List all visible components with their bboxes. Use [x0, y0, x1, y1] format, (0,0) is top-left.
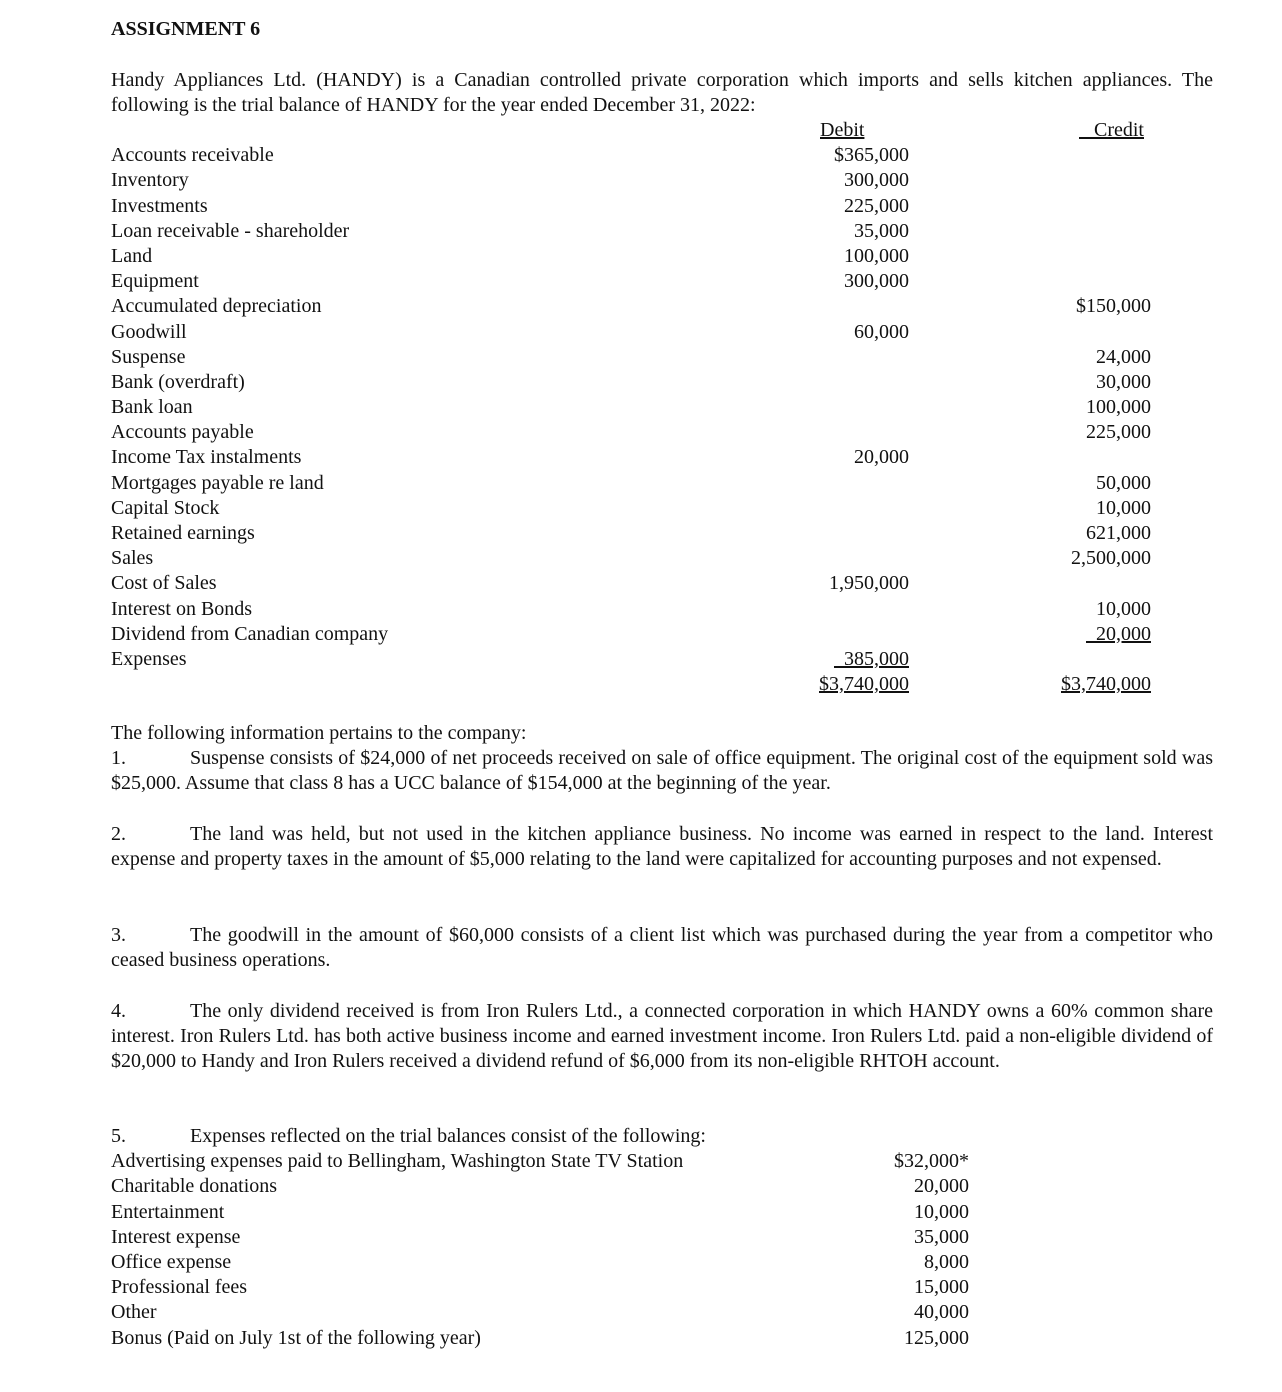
credit-amount: 20,000 [1096, 622, 1151, 645]
account-label: Capital Stock [111, 496, 220, 519]
debit-amount: 60,000 [854, 320, 909, 343]
expense-row [111, 1275, 971, 1300]
account-label: Income Tax instalments [111, 446, 302, 469]
debit-amount: $365,000 [834, 144, 909, 167]
trial-balance-row [111, 622, 1171, 647]
note-3: 3. The goodwill in the amount of $60,000 consists of a client list which was purchased during the year from a competitor who ceased business operations. [111, 924, 1213, 972]
credit-amount: 621,000 [1086, 522, 1151, 544]
expense-row [111, 1149, 971, 1174]
trial-balance-row [111, 320, 1171, 345]
account-label: Inventory [111, 169, 189, 192]
trial-balance-row [111, 597, 1171, 622]
trial-balance-row [111, 168, 1171, 193]
expense-label: Other [111, 1301, 157, 1324]
account-label: Investments [111, 194, 208, 217]
expense-amount: 35,000 [914, 1225, 969, 1248]
trial-balance-row [111, 143, 1171, 168]
debit-amount: 300,000 [844, 169, 909, 192]
account-label: Retained earnings [111, 522, 255, 544]
credit-amount: 50,000 [1096, 471, 1151, 494]
trial-balance-row [111, 294, 1171, 319]
account-label: Mortgages payable re land [111, 471, 324, 494]
expense-amount: 20,000 [914, 1175, 969, 1198]
expense-amount: 15,000 [914, 1276, 969, 1299]
expense-row [111, 1225, 971, 1250]
expense-row [111, 1174, 971, 1199]
trial-balance-row [111, 219, 1171, 244]
credit-amount: 100,000 [1086, 396, 1151, 419]
debit-amount: 385,000 [844, 647, 909, 670]
account-label: Cost of Sales [111, 572, 217, 595]
account-label: Bank (overdraft) [111, 370, 245, 393]
note-1: 1. Suspense consists of $24,000 of net proceeds received on sale of office equipment. The original cost of the equipment sold was $25,000. Assume that class 8 has a UCC balance of $154,000 at the beginning of the year. [111, 747, 1213, 795]
credit-amount: 30,000 [1096, 370, 1151, 393]
account-label: Interest on Bonds [111, 597, 253, 620]
account-label: Dividend from Canadian company [111, 622, 389, 645]
credit-amount: $150,000 [1076, 295, 1151, 318]
account-label: Equipment [111, 270, 199, 293]
account-label: Accounts payable [111, 421, 254, 444]
account-label: Accounts receivable [111, 144, 274, 167]
account-label: Accumulated depreciation [111, 295, 322, 318]
expenses-list [111, 1124, 971, 1351]
expense-row [111, 1200, 971, 1225]
debit-amount: 300,000 [844, 270, 909, 293]
credit-amount: 2,500,000 [1071, 547, 1151, 570]
expense-row [111, 1300, 971, 1325]
trial-balance-row [111, 471, 1171, 496]
info-intro: The following information pertains to the company: [111, 722, 527, 744]
expense-label: Bonus (Paid on July 1st of the following year) [111, 1326, 481, 1349]
expense-label: Professional fees [111, 1276, 248, 1299]
expense-amount: 10,000 [914, 1200, 969, 1223]
debit-amount: 20,000 [854, 446, 909, 469]
expense-label: Office expense [111, 1250, 232, 1273]
trial-balance-row [111, 445, 1171, 470]
trial-balance-row [111, 521, 1171, 546]
note-2: 2. The land was held, but not used in the kitchen appliance business. No income was earned in respect to the land. Interest expense and property taxes in the amount of $5,000 relating to the land were capitalized for accounting purposes and not expensed. [111, 823, 1213, 871]
trial-balance-row [111, 269, 1171, 294]
account-label: Sales [111, 547, 154, 570]
account-label: Expenses [111, 647, 187, 670]
account-label: Suspense [111, 345, 186, 368]
debit-header: Debit [820, 119, 865, 141]
trial-balance-row [111, 370, 1171, 395]
expense-amount: 125,000 [904, 1326, 969, 1349]
total-credit: $3,740,000 [1061, 673, 1151, 696]
expense-label: Entertainment [111, 1200, 225, 1223]
debit-amount: 100,000 [844, 244, 909, 267]
trial-balance-row [111, 571, 1171, 596]
expense-label: Advertising expenses paid to Bellingham, Washington State TV Station [111, 1150, 684, 1173]
expense-amount: 8,000 [924, 1250, 969, 1273]
expense-amount: 40,000 [914, 1301, 969, 1324]
credit-header: Credit [1094, 119, 1144, 141]
account-label: Goodwill [111, 320, 187, 343]
credit-amount: 24,000 [1096, 345, 1151, 368]
trial-balance-header [111, 118, 1171, 143]
assignment-title: ASSIGNMENT 6 [111, 18, 261, 40]
expense-amount: $32,000* [894, 1150, 969, 1173]
debit-amount: 1,950,000 [829, 572, 909, 595]
credit-amount: 225,000 [1086, 421, 1151, 444]
debit-amount: 35,000 [854, 219, 909, 242]
note-4: 4. The only dividend received is from Iron Rulers Ltd., a connected corporation in which HANDY owns a 60% common share interest. Iron Rulers Ltd. has both active business income and earned investment income. Iron Rulers Ltd. paid a non-eligible dividend of $20,000 to Handy and Iron Rulers received a dividend refund of $6,000 from its non-eligible RHTOH account. [111, 1000, 1213, 1073]
trial-balance-row [111, 647, 1171, 672]
trial-balance-totals [111, 672, 1171, 697]
trial-balance-row [111, 420, 1171, 445]
note-5: 5. Expenses reflected on the trial balances consist of the following: [111, 1125, 706, 1147]
trial-balance-row [111, 496, 1171, 521]
expense-label: Charitable donations [111, 1175, 278, 1198]
trial-balance-row [111, 345, 1171, 370]
expense-row [111, 1250, 971, 1275]
total-debit: $3,740,000 [819, 673, 909, 696]
trial-balance [111, 118, 1171, 697]
trial-balance-row [111, 194, 1171, 219]
account-label: Bank loan [111, 396, 193, 419]
expense-row [111, 1326, 971, 1351]
intro-paragraph: Handy Appliances Ltd. (HANDY) is a Canadian controlled private corporation which imports and sells kitchen appliances. The following is the trial balance of HANDY for the year ended December 31, 2022: [111, 69, 1213, 117]
trial-balance-row [111, 546, 1171, 571]
trial-balance-row [111, 244, 1171, 269]
trial-balance-row [111, 395, 1171, 420]
credit-amount: 10,000 [1096, 597, 1151, 620]
account-label: Loan receivable - shareholder [111, 219, 350, 242]
credit-amount: 10,000 [1096, 496, 1151, 519]
account-label: Land [111, 244, 153, 267]
debit-amount: 225,000 [844, 194, 909, 217]
expense-label: Interest expense [111, 1225, 241, 1248]
